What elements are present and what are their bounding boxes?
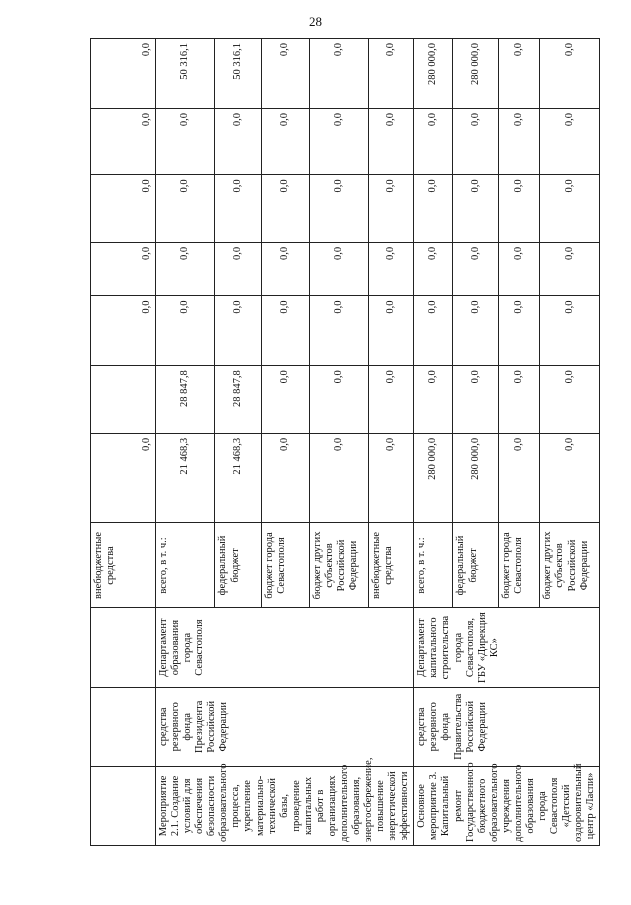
value-cell: 280 000,0 — [453, 433, 499, 523]
value-cell: 0,0 — [91, 433, 156, 523]
value-cell: 0,0 — [91, 175, 156, 243]
value-cell: 0,0 — [414, 175, 453, 243]
value-cell: 0,0 — [309, 175, 368, 243]
value-cell: 0,0 — [540, 39, 600, 109]
value-cell: 0,0 — [540, 108, 600, 174]
value-cell: 0,0 — [261, 366, 309, 434]
value-cell: 0,0 — [156, 296, 215, 366]
value-cell: 0,0 — [369, 108, 414, 174]
value-cell: 0,0 — [261, 296, 309, 366]
value-cell: 50 316,1 — [156, 39, 215, 109]
value-cell: 0,0 — [540, 433, 600, 523]
value-cell: 0,0 — [369, 366, 414, 434]
value-cell: 0,0 — [414, 108, 453, 174]
value-cell: 0,0 — [540, 366, 600, 434]
value-cell: 0,0 — [309, 39, 368, 109]
value-cell: 0,0 — [499, 175, 540, 243]
value-cell: 28 847,8 — [215, 366, 261, 434]
value-cell: 21 468,3 — [156, 433, 215, 523]
value-cell: 0,0 — [499, 242, 540, 296]
source-label: бюджет других субъектов Российской Федерации — [540, 523, 600, 608]
source-label: внебюджетные средства — [91, 523, 156, 608]
value-cell: 280 000,0 — [453, 39, 499, 109]
table-row — [156, 39, 215, 846]
value-cell: 0,0 — [309, 242, 368, 296]
value-cell: 28 847,8 — [156, 366, 215, 434]
value-cell — [91, 366, 156, 434]
value-cell: 0,0 — [369, 39, 414, 109]
value-cell: 0,0 — [453, 242, 499, 296]
value-cell: 0,0 — [453, 366, 499, 434]
value-cell: 0,0 — [309, 296, 368, 366]
value-cell: 0,0 — [540, 175, 600, 243]
source-label: федеральный бюджет — [453, 523, 499, 608]
page-number: 28 — [309, 14, 322, 29]
value-cell: 280 000,0 — [414, 39, 453, 109]
value-cell: 0,0 — [91, 296, 156, 366]
source-label: внебюджетные средства — [369, 523, 414, 608]
value-cell: 0,0 — [453, 108, 499, 174]
value-cell: 0,0 — [91, 39, 156, 109]
source-label: всего, в т. ч.: — [414, 523, 453, 608]
value-cell: 0,0 — [309, 366, 368, 434]
value-cell: 0,0 — [261, 39, 309, 109]
value-cell: 0,0 — [261, 175, 309, 243]
funding-fund: средства резервного фонда Президента Российской Федерации — [156, 687, 414, 766]
value-cell: 0,0 — [369, 242, 414, 296]
value-cell: 0,0 — [91, 108, 156, 174]
executor: Департамент капитального строительства города Севастополя, ГБУ «Дирекция КС» — [414, 608, 600, 687]
activity-name: Мероприятие 2.1. Создание условий для обеспечения безопасности образовательного процесса, укрепление материально-технической базы, проведение капитальных работ в организациях дополнительного образования, энергосбережение, повышение энергетической эффективности — [156, 766, 414, 845]
source-label: бюджет города Севастополя — [499, 523, 540, 608]
value-cell: 0,0 — [309, 108, 368, 174]
source-label: федеральный бюджет — [215, 523, 261, 608]
value-cell: 0,0 — [261, 108, 309, 174]
value-cell: 0,0 — [499, 366, 540, 434]
value-cell: 0,0 — [369, 433, 414, 523]
value-cell: 0,0 — [369, 175, 414, 243]
value-cell: 0,0 — [414, 366, 453, 434]
value-cell: 0,0 — [414, 296, 453, 366]
value-cell: 0,0 — [414, 242, 453, 296]
value-cell: 0,0 — [156, 175, 215, 243]
value-cell: 0,0 — [156, 242, 215, 296]
value-cell: 0,0 — [540, 296, 600, 366]
value-cell: 21 468,3 — [215, 433, 261, 523]
value-cell: 0,0 — [499, 296, 540, 366]
value-cell: 0,0 — [453, 296, 499, 366]
value-cell: 0,0 — [215, 296, 261, 366]
value-cell: 0,0 — [369, 296, 414, 366]
table-viewport — [90, 38, 597, 846]
table-row — [91, 39, 156, 846]
value-cell: 0,0 — [91, 242, 156, 296]
executor: Департамент образования города Севастополя — [156, 608, 414, 687]
value-cell: 0,0 — [540, 242, 600, 296]
source-label: бюджет города Севастополя — [261, 523, 309, 608]
table-row — [414, 39, 453, 846]
funding-fund: средства резервного фонда Правительства Российской Федерации — [414, 687, 600, 766]
source-label: бюджет других субъектов Российской Федерации — [309, 523, 368, 608]
value-cell: 0,0 — [453, 175, 499, 243]
activity-name: Основное мероприятие 3. Капитальный ремонт Государственного бюджетного образовательного учреждения дополнительного образования города Севастополя «Детский оздоровительный центр «Ласпи» — [414, 766, 600, 845]
value-cell: 0,0 — [499, 433, 540, 523]
value-cell: 0,0 — [499, 108, 540, 174]
value-cell: 0,0 — [215, 175, 261, 243]
funding-table — [90, 38, 600, 846]
funding-table-wrapper — [90, 38, 597, 846]
value-cell: 0,0 — [215, 108, 261, 174]
value-cell: 280 000,0 — [414, 433, 453, 523]
value-cell: 0,0 — [261, 433, 309, 523]
value-cell: 0,0 — [309, 433, 368, 523]
value-cell: 0,0 — [156, 108, 215, 174]
value-cell: 50 316,1 — [215, 39, 261, 109]
source-label: всего, в т. ч.: — [156, 523, 215, 608]
value-cell: 0,0 — [261, 242, 309, 296]
value-cell: 0,0 — [499, 39, 540, 109]
value-cell: 0,0 — [215, 242, 261, 296]
